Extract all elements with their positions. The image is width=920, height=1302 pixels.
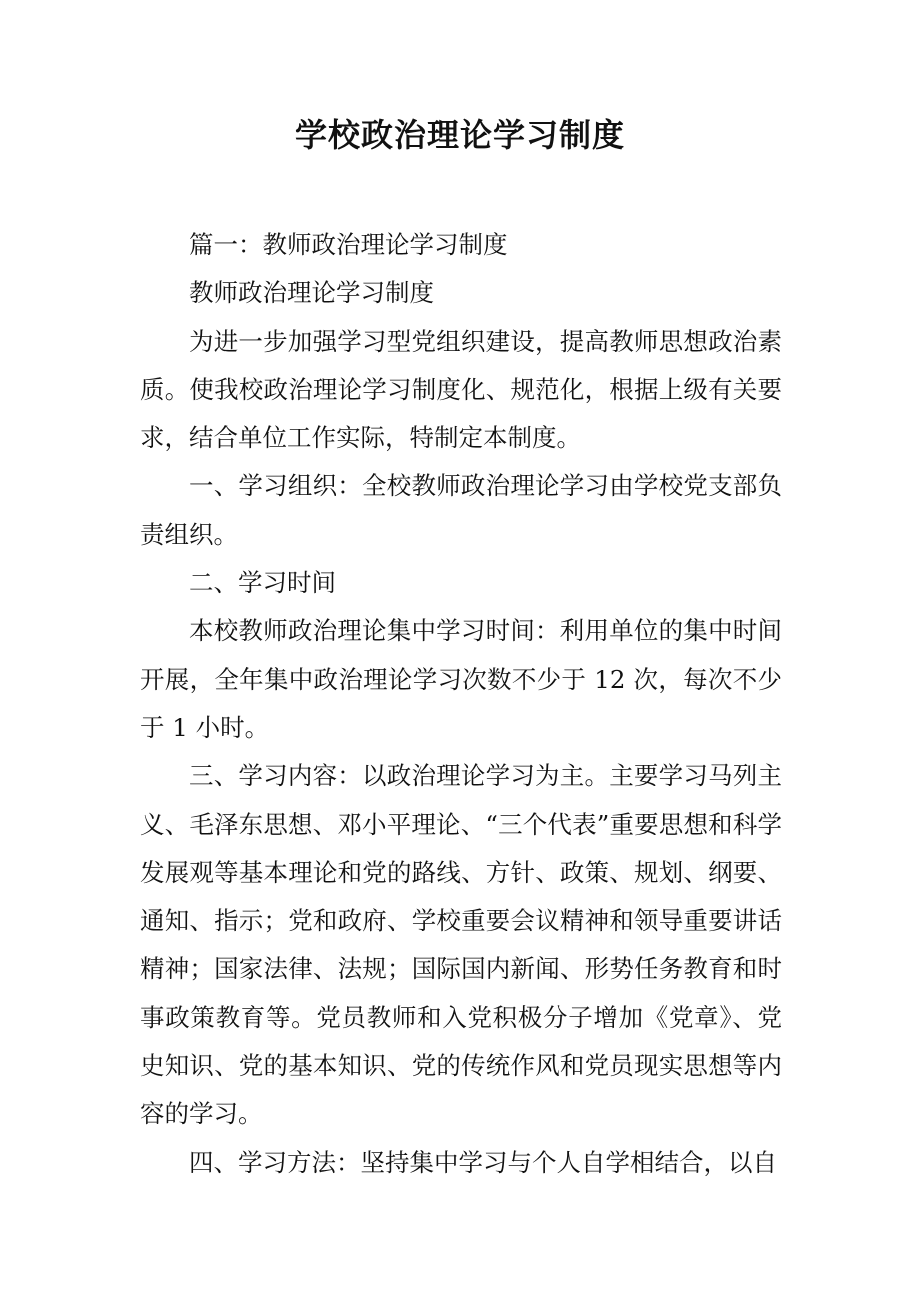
document-body [140, 221, 782, 1187]
section-subtitle: 教师政治理论学习制度 [189, 278, 434, 308]
paragraph-time: 本校教师政治理论集中学习时间：利用单位的集中时间开展，全年集中政治理论学习次数不少于 12 次，每次不少于 1 小时。 [140, 616, 782, 742]
paragraph-intro: 为进一步加强学习型党组织建设，提高教师思想政治素质。使我校政治理论学习制度化、规范化，根据上级有关要求，结合单位工作实际，特制定本制度。 [140, 326, 782, 453]
paragraph-organization: 一、学习组织：全校教师政治理论学习由学校党支部负责组织。 [140, 471, 782, 549]
paragraph-time-heading: 二、学习时间 [189, 568, 336, 598]
paragraph-method: 四、学习方法：坚持集中学习与个人自学相结合，以自 [189, 1147, 777, 1177]
section-heading: 篇一：教师政治理论学习制度 [189, 230, 508, 259]
paragraph-content: 三、学习内容：以政治理论学习为主。主要学习马列主义、毛泽东思想、邓小平理论、“三个代表”重要思想和科学发展观等基本理论和党的路线、方针、政策、规划、纲要、通知、指示；党和政府、学校重要会议精神和领导重要讲话精神；国家法律、法规；国际国内新闻、形势任务教育和时事政策教育等。党员教师和入党积极分子增加《党章》、党史知识、党的基本知识、党的传统作风和党员现实思想等内容的学习。 [140, 761, 782, 1129]
document-title: 学校政治理论学习制度 [294, 116, 625, 154]
